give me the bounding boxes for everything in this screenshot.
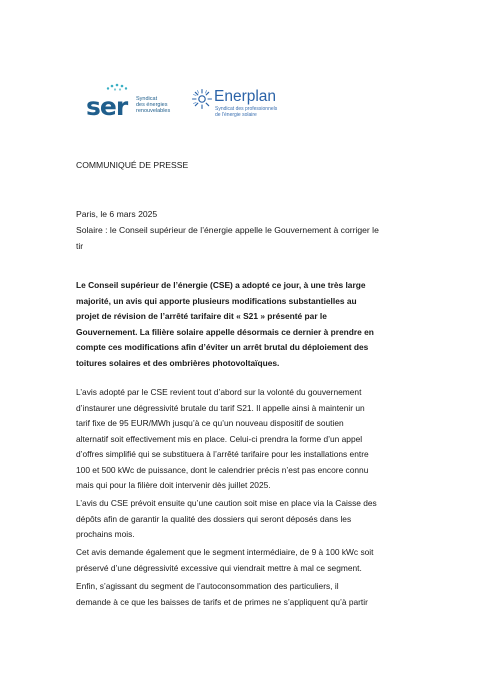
ser-logo (80, 82, 190, 122)
headline-line: Solaire : le Conseil supérieur de l’énergie appelle le Gouvernement à corriger le (76, 225, 379, 235)
body-paragraph (76, 545, 428, 576)
press-release-label: COMMUNIQUÉ DE PRESSE (76, 160, 189, 170)
lead-line: Le Conseil supérieur de l’énergie (CSE) a adopté ce jour, à une très large (76, 280, 366, 290)
enerplan-tagline-line: Syndicat des professionnels (215, 106, 278, 112)
lead-line: Gouvernement. La filière solaire appelle désormais ce dernier à prendre en (76, 326, 374, 337)
lead-line: majorité, un avis qui apporte plusieurs modifications substantielles au (76, 295, 357, 306)
enerplan-sun-icon (191, 88, 213, 110)
enerplan-logo (191, 86, 301, 122)
body-line: mais qui pour la filière doit intervenir dès juillet 2025. (76, 480, 271, 490)
lead-line: projet de révision de l’arrêté tarifaire dit « S21 » présenté par le (76, 311, 327, 322)
body-line: d’offres simplifié qui se substituera à l’arrêté tarifaire pour les installations entre (76, 449, 369, 459)
body-line: dépôts afin de garantir la qualité des dossiers qui seront déposés dans les (76, 513, 352, 524)
dateline: Paris, le 6 mars 2025 (76, 209, 158, 219)
lead-line: compte ces modifications afin d’éviter un arrêt brutal du déploiement des (76, 342, 369, 353)
body-line: Cet avis demande également que le segment intermédiaire, de 9 à 100 kWc soit (76, 547, 374, 557)
ser-wordmark: ser (86, 92, 128, 121)
lead-paragraph (76, 278, 428, 372)
lead-line: toitures solaires et des ombrières photovoltaïques. (76, 357, 280, 368)
ser-tagline-line: Syndicat (136, 96, 158, 102)
body-line: demande à ce que les baisses de tarifs et de primes ne s’appliquent qu’à partir (76, 596, 368, 607)
body-line: L’avis adopté par le CSE revient tout d’abord sur la volonté du gouvernement (76, 387, 362, 397)
body-line: Enfin, s’agissant du segment de l’autoconsommation des particuliers, il (76, 581, 339, 591)
enerplan-tagline (215, 107, 295, 118)
body-paragraph (76, 385, 428, 494)
enerplan-wordmark: Enerplan (214, 88, 277, 105)
enerplan-tagline-line: de l'énergie solaire (215, 111, 257, 118)
body-line: L’avis du CSE prévoit ensuite qu’une caution soit mise en place via la Caisse des (76, 498, 377, 508)
body-line: préservé d’une dégressivité excessive qui viendrait mettre à mal ce segment. (76, 562, 362, 573)
ser-tagline-line: renouvelables (136, 108, 171, 115)
body-paragraph (76, 496, 428, 543)
headline (76, 223, 428, 254)
body-line: 100 et 500 kWc de puissance, dont le calendrier précis n’est pas encore connu (76, 464, 369, 475)
ser-tagline-line: des énergies (136, 102, 168, 109)
body-paragraph (76, 579, 428, 610)
body-line: prochains mois. (76, 529, 135, 539)
body-line: d’instaurer une dégressivité brutale du tarif S21. Il appelle ainsi à maintenir un (76, 402, 365, 413)
body-line: tarif fixe de 95 EUR/MWh jusqu’à ce qu’un nouveau dispositif de soutien (76, 418, 344, 428)
ser-tagline (136, 96, 196, 115)
body-line: alternatif soit effectivement mis en place. Celui-ci prendra la forme d’un appel (76, 433, 363, 444)
headline-line: tir (76, 240, 84, 251)
